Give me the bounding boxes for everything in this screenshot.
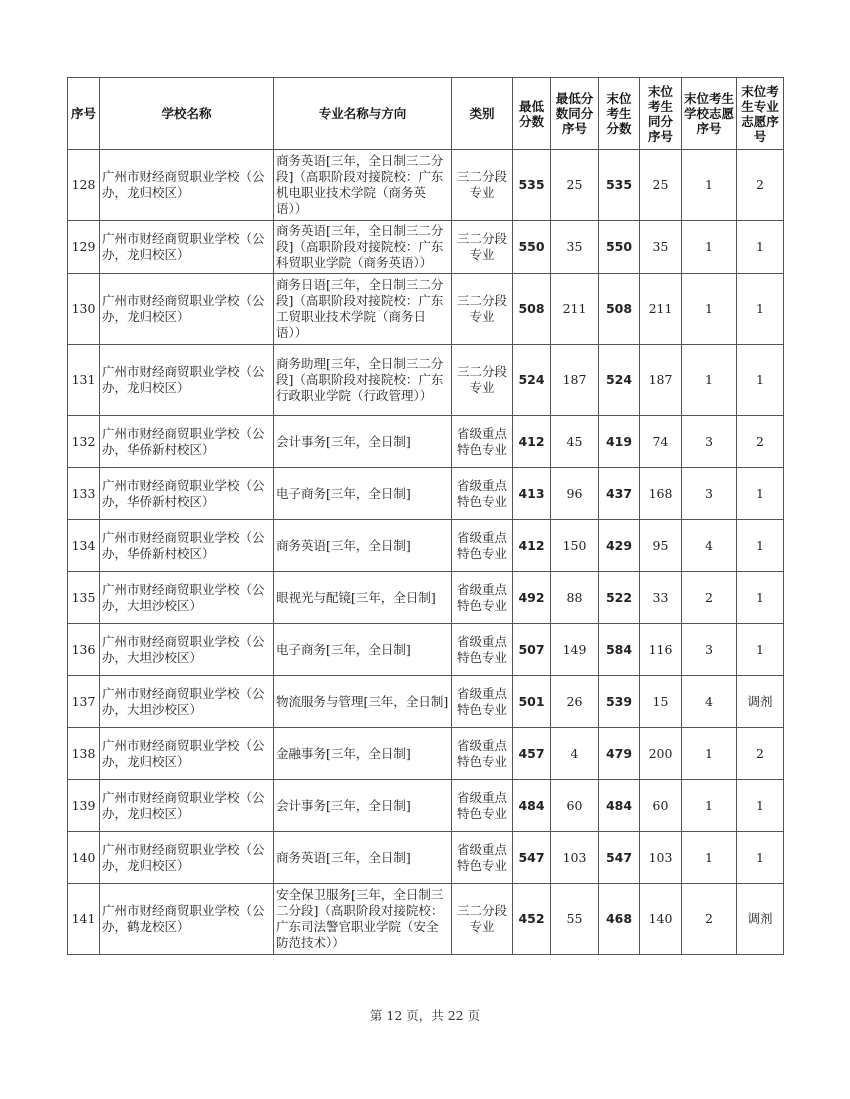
cell-seq: 129 bbox=[68, 221, 100, 274]
table-row bbox=[68, 520, 784, 572]
cell-school: 广州市财经商贸职业学校（公办，龙归校区） bbox=[100, 150, 274, 221]
cell-category: 省级重点特色专业 bbox=[452, 832, 513, 884]
cell-seq: 136 bbox=[68, 624, 100, 676]
cell-last-school-pref: 1 bbox=[682, 728, 737, 780]
table-row bbox=[68, 676, 784, 728]
cell-min-score-rank: 4 bbox=[551, 728, 599, 780]
cell-min-score-rank: 25 bbox=[551, 150, 599, 221]
cell-last-major-pref: 1 bbox=[737, 520, 784, 572]
cell-major: 电子商务[三年，全日制] bbox=[274, 624, 452, 676]
cell-last-score: 524 bbox=[599, 345, 640, 416]
table-row bbox=[68, 780, 784, 832]
page-footer: 第 12 页，共 22 页 bbox=[369, 1008, 481, 1023]
table-row bbox=[68, 572, 784, 624]
header-seq: 序号 bbox=[68, 78, 100, 150]
cell-school: 广州市财经商贸职业学校（公办，龙归校区） bbox=[100, 780, 274, 832]
cell-major: 商务日语[三年，全日制三二分段]（高职阶段对接院校：广东工贸职业技术学院（商务日语）） bbox=[274, 274, 452, 345]
cell-school: 广州市财经商贸职业学校（公办，鹤龙校区） bbox=[100, 884, 274, 955]
cell-last-school-pref: 1 bbox=[682, 345, 737, 416]
cell-last-major-pref: 2 bbox=[737, 150, 784, 221]
cell-min-score-rank: 35 bbox=[551, 221, 599, 274]
cell-last-school-pref: 3 bbox=[682, 416, 737, 468]
cell-last-score: 479 bbox=[599, 728, 640, 780]
cell-last-school-pref: 3 bbox=[682, 624, 737, 676]
cell-seq: 128 bbox=[68, 150, 100, 221]
cell-min-score: 412 bbox=[513, 520, 551, 572]
header-last-score: 末位考生分数 bbox=[599, 78, 640, 150]
cell-last-major-pref: 1 bbox=[737, 468, 784, 520]
header-school: 学校名称 bbox=[100, 78, 274, 150]
cell-min-score: 501 bbox=[513, 676, 551, 728]
cell-min-score: 535 bbox=[513, 150, 551, 221]
cell-category: 省级重点特色专业 bbox=[452, 676, 513, 728]
table-row bbox=[68, 468, 784, 520]
cell-category: 省级重点特色专业 bbox=[452, 468, 513, 520]
table-body bbox=[68, 150, 784, 955]
cell-last-score-rank: 35 bbox=[640, 221, 682, 274]
cell-last-score: 550 bbox=[599, 221, 640, 274]
cell-major: 安全保卫服务[三年，全日制三二分段]（高职阶段对接院校：广东司法警官职业学院（安全防范技术）） bbox=[274, 884, 452, 955]
cell-min-score-rank: 96 bbox=[551, 468, 599, 520]
cell-last-major-pref: 1 bbox=[737, 780, 784, 832]
cell-school: 广州市财经商贸职业学校（公办，龙归校区） bbox=[100, 832, 274, 884]
cell-min-score: 550 bbox=[513, 221, 551, 274]
table-row bbox=[68, 150, 784, 221]
table-header-row bbox=[68, 78, 784, 150]
cell-last-major-pref: 1 bbox=[737, 274, 784, 345]
cell-last-score-rank: 168 bbox=[640, 468, 682, 520]
cell-last-major-pref: 1 bbox=[737, 624, 784, 676]
table-row bbox=[68, 221, 784, 274]
cell-seq: 138 bbox=[68, 728, 100, 780]
cell-major: 商务英语[三年，全日制] bbox=[274, 832, 452, 884]
cell-min-score: 484 bbox=[513, 780, 551, 832]
cell-last-score: 522 bbox=[599, 572, 640, 624]
cell-min-score: 457 bbox=[513, 728, 551, 780]
cell-category: 省级重点特色专业 bbox=[452, 572, 513, 624]
table-row bbox=[68, 345, 784, 416]
cell-category: 三二分段专业 bbox=[452, 345, 513, 416]
cell-last-school-pref: 1 bbox=[682, 150, 737, 221]
cell-school: 广州市财经商贸职业学校（公办，华侨新村校区） bbox=[100, 520, 274, 572]
cell-last-major-pref: 1 bbox=[737, 221, 784, 274]
cell-min-score: 492 bbox=[513, 572, 551, 624]
cell-last-major-pref: 1 bbox=[737, 832, 784, 884]
cell-last-score-rank: 15 bbox=[640, 676, 682, 728]
cell-category: 三二分段专业 bbox=[452, 221, 513, 274]
cell-min-score: 412 bbox=[513, 416, 551, 468]
cell-min-score-rank: 60 bbox=[551, 780, 599, 832]
cell-last-score-rank: 25 bbox=[640, 150, 682, 221]
header-min-score-rank: 最低分数同分序号 bbox=[551, 78, 599, 150]
cell-seq: 141 bbox=[68, 884, 100, 955]
cell-last-score-rank: 200 bbox=[640, 728, 682, 780]
cell-last-score: 547 bbox=[599, 832, 640, 884]
cell-last-school-pref: 4 bbox=[682, 520, 737, 572]
table-row bbox=[68, 416, 784, 468]
cell-school: 广州市财经商贸职业学校（公办，大坦沙校区） bbox=[100, 572, 274, 624]
cell-school: 广州市财经商贸职业学校（公办，大坦沙校区） bbox=[100, 624, 274, 676]
header-category: 类别 bbox=[452, 78, 513, 150]
cell-seq: 131 bbox=[68, 345, 100, 416]
cell-school: 广州市财经商贸职业学校（公办，华侨新村校区） bbox=[100, 468, 274, 520]
cell-min-score: 507 bbox=[513, 624, 551, 676]
header-last-score-rank: 末位考生同分序号 bbox=[640, 78, 682, 150]
cell-seq: 130 bbox=[68, 274, 100, 345]
cell-category: 三二分段专业 bbox=[452, 274, 513, 345]
cell-seq: 139 bbox=[68, 780, 100, 832]
cell-last-score: 508 bbox=[599, 274, 640, 345]
cell-min-score: 413 bbox=[513, 468, 551, 520]
cell-major: 会计事务[三年，全日制] bbox=[274, 416, 452, 468]
cell-seq: 137 bbox=[68, 676, 100, 728]
cell-last-score-rank: 187 bbox=[640, 345, 682, 416]
cell-school: 广州市财经商贸职业学校（公办，华侨新村校区） bbox=[100, 416, 274, 468]
cell-seq: 140 bbox=[68, 832, 100, 884]
cell-last-school-pref: 1 bbox=[682, 221, 737, 274]
cell-last-score: 437 bbox=[599, 468, 640, 520]
cell-min-score-rank: 149 bbox=[551, 624, 599, 676]
cell-seq: 133 bbox=[68, 468, 100, 520]
cell-last-school-pref: 1 bbox=[682, 832, 737, 884]
cell-min-score-rank: 45 bbox=[551, 416, 599, 468]
cell-last-school-pref: 2 bbox=[682, 572, 737, 624]
cell-last-score: 535 bbox=[599, 150, 640, 221]
cell-school: 广州市财经商贸职业学校（公办，龙归校区） bbox=[100, 221, 274, 274]
cell-last-school-pref: 4 bbox=[682, 676, 737, 728]
cell-last-major-pref: 1 bbox=[737, 572, 784, 624]
table-row bbox=[68, 832, 784, 884]
cell-last-major-pref: 2 bbox=[737, 416, 784, 468]
header-last-school-pref: 末位考生学校志愿序号 bbox=[682, 78, 737, 150]
cell-last-score-rank: 211 bbox=[640, 274, 682, 345]
cell-last-score: 539 bbox=[599, 676, 640, 728]
cell-last-major-pref: 2 bbox=[737, 728, 784, 780]
cell-category: 省级重点特色专业 bbox=[452, 416, 513, 468]
cell-school: 广州市财经商贸职业学校（公办，大坦沙校区） bbox=[100, 676, 274, 728]
cell-last-major-pref: 调剂 bbox=[737, 676, 784, 728]
cell-major: 商务英语[三年，全日制三二分段]（高职阶段对接院校：广东科贸职业学院（商务英语）） bbox=[274, 221, 452, 274]
cell-seq: 132 bbox=[68, 416, 100, 468]
cell-major: 会计事务[三年，全日制] bbox=[274, 780, 452, 832]
cell-category: 省级重点特色专业 bbox=[452, 728, 513, 780]
cell-min-score: 508 bbox=[513, 274, 551, 345]
cell-major: 商务英语[三年，全日制] bbox=[274, 520, 452, 572]
cell-category: 三二分段专业 bbox=[452, 884, 513, 955]
cell-last-major-pref: 调剂 bbox=[737, 884, 784, 955]
cell-major: 金融事务[三年，全日制] bbox=[274, 728, 452, 780]
cell-min-score-rank: 88 bbox=[551, 572, 599, 624]
cell-school: 广州市财经商贸职业学校（公办，龙归校区） bbox=[100, 728, 274, 780]
cell-last-score: 468 bbox=[599, 884, 640, 955]
cell-min-score-rank: 211 bbox=[551, 274, 599, 345]
table-row bbox=[68, 624, 784, 676]
cell-major: 商务英语[三年，全日制三二分段]（高职阶段对接院校：广东机电职业技术学院（商务英语）） bbox=[274, 150, 452, 221]
cell-last-score: 484 bbox=[599, 780, 640, 832]
cell-min-score-rank: 26 bbox=[551, 676, 599, 728]
cell-category: 省级重点特色专业 bbox=[452, 780, 513, 832]
admission-score-table bbox=[67, 77, 784, 955]
cell-min-score: 452 bbox=[513, 884, 551, 955]
cell-last-school-pref: 1 bbox=[682, 274, 737, 345]
cell-category: 省级重点特色专业 bbox=[452, 624, 513, 676]
cell-last-score-rank: 140 bbox=[640, 884, 682, 955]
table-row bbox=[68, 728, 784, 780]
cell-major: 电子商务[三年，全日制] bbox=[274, 468, 452, 520]
cell-last-score: 429 bbox=[599, 520, 640, 572]
header-major: 专业名称与方向 bbox=[274, 78, 452, 150]
cell-last-score: 584 bbox=[599, 624, 640, 676]
table-row bbox=[68, 274, 784, 345]
cell-min-score: 547 bbox=[513, 832, 551, 884]
cell-seq: 135 bbox=[68, 572, 100, 624]
cell-min-score: 524 bbox=[513, 345, 551, 416]
cell-last-school-pref: 2 bbox=[682, 884, 737, 955]
cell-last-score-rank: 95 bbox=[640, 520, 682, 572]
cell-min-score-rank: 150 bbox=[551, 520, 599, 572]
cell-seq: 134 bbox=[68, 520, 100, 572]
cell-category: 省级重点特色专业 bbox=[452, 520, 513, 572]
cell-major: 物流服务与管理[三年，全日制] bbox=[274, 676, 452, 728]
cell-major: 眼视光与配镜[三年，全日制] bbox=[274, 572, 452, 624]
cell-last-school-pref: 1 bbox=[682, 780, 737, 832]
cell-major: 商务助理[三年，全日制三二分段]（高职阶段对接院校：广东行政职业学院（行政管理）） bbox=[274, 345, 452, 416]
cell-school: 广州市财经商贸职业学校（公办，龙归校区） bbox=[100, 274, 274, 345]
table-row bbox=[68, 884, 784, 955]
header-min-score: 最低分数 bbox=[513, 78, 551, 150]
cell-school: 广州市财经商贸职业学校（公办，龙归校区） bbox=[100, 345, 274, 416]
cell-min-score-rank: 187 bbox=[551, 345, 599, 416]
cell-last-score-rank: 116 bbox=[640, 624, 682, 676]
cell-last-score-rank: 103 bbox=[640, 832, 682, 884]
cell-last-major-pref: 1 bbox=[737, 345, 784, 416]
cell-category: 三二分段专业 bbox=[452, 150, 513, 221]
cell-last-score: 419 bbox=[599, 416, 640, 468]
cell-last-score-rank: 60 bbox=[640, 780, 682, 832]
cell-last-score-rank: 74 bbox=[640, 416, 682, 468]
cell-min-score-rank: 103 bbox=[551, 832, 599, 884]
cell-last-school-pref: 3 bbox=[682, 468, 737, 520]
cell-last-score-rank: 33 bbox=[640, 572, 682, 624]
cell-min-score-rank: 55 bbox=[551, 884, 599, 955]
header-last-major-pref: 末位考生专业志愿序号 bbox=[737, 78, 784, 150]
